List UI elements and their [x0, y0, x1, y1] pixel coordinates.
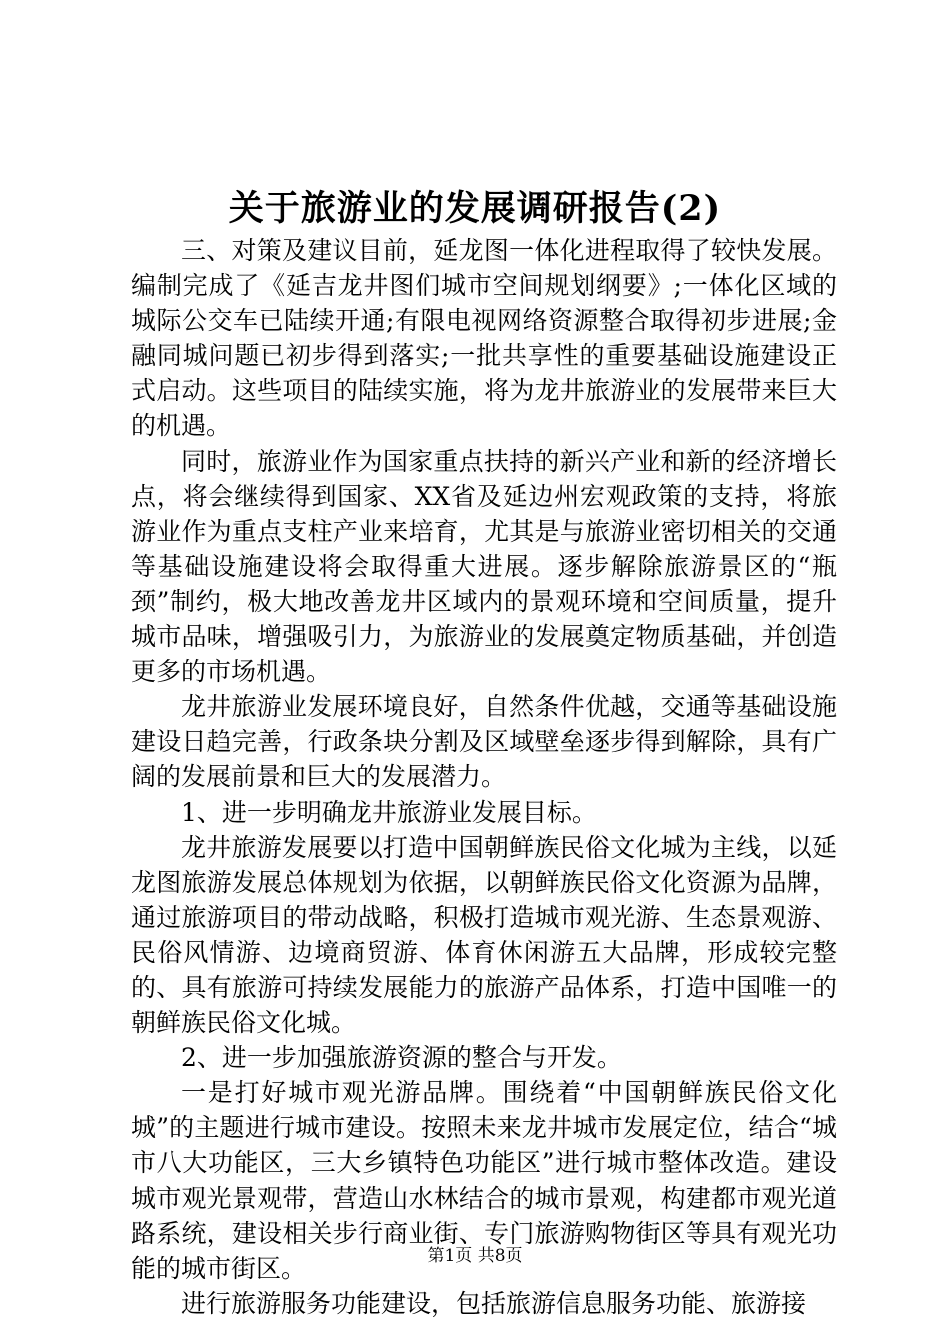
- section-heading-1: 1、进一步明确龙井旅游业发展目标。: [181, 797, 597, 827]
- paragraph-5: 一是打好城市观光游品牌。围绕着“中国朝鲜族民俗文化城”的主题进行城市建设。按照未来龙井城市发展定位，结合“城市八大功能区，三大乡镇特色功能区”进行城市整体改造。建设城市观光景观带，营造山水林结合的城市景观，构建都市观光道路系统，建设相关步行商业街、专门旅游购物街区等具有观光功能的城市街区。: [131, 1078, 837, 1283]
- section-heading-2: 2、进一步加强旅游资源的整合与开发。: [181, 1043, 622, 1073]
- document-title: 关于旅游业的发展调研报告(2): [228, 188, 722, 229]
- document-body: [131, 233, 837, 1321]
- paragraph-3: 龙井旅游业发展环境良好，自然条件优越，交通等基础设施建设日趋完善，行政条块分割及区域壁垒逐步得到解除，具有广阔的发展前景和巨大的发展潜力。: [131, 692, 837, 792]
- page-footer: 第1页 共8页: [427, 1246, 523, 1266]
- paragraph-6: 进行旅游服务功能建设，包括旅游信息服务功能、旅游接: [181, 1288, 807, 1318]
- paragraph-4: 龙井旅游发展要以打造中国朝鲜族民俗文化城为主线，以延龙图旅游发展总体规划为依据，以朝鲜族民俗文化资源为品牌，通过旅游项目的带动战略，积极打造城市观光游、生态景观游、民俗风情游、边境商贸游、体育休闲游五大品牌，形成较完整的、具有旅游可持续发展能力的旅游产品体系，打造中国唯一的朝鲜族民俗文化城。: [131, 832, 837, 1038]
- paragraph-2: 同时，旅游业作为国家重点扶持的新兴产业和新的经济增长点，将会继续得到国家、XX省及延边州宏观政策的支持，将旅游业作为重点支柱产业来培育，尤其是与旅游业密切相关的交通等基础设施建设将会取得重大进展。逐步解除旅游景区的“瓶颈”制约，极大地改善龙井区域内的景观环境和空间质量，提升城市品味，增强吸引力，为旅游业的发展奠定物质基础，并创造更多的市场机遇。: [131, 446, 837, 687]
- paragraph-1: 三、对策及建议目前，延龙图一体化进程取得了较快发展。编制完成了《延吉龙井图们城市空间规划纲要》;一体化区域的城际公交车已陆续开通;有限电视网络资源整合取得初步进展;金融同城问题已初步得到落实;一批共享性的重要基础设施建设正式启动。这些项目的陆续实施，将为龙井旅游业的发展带来巨大的机遇。: [131, 236, 837, 441]
